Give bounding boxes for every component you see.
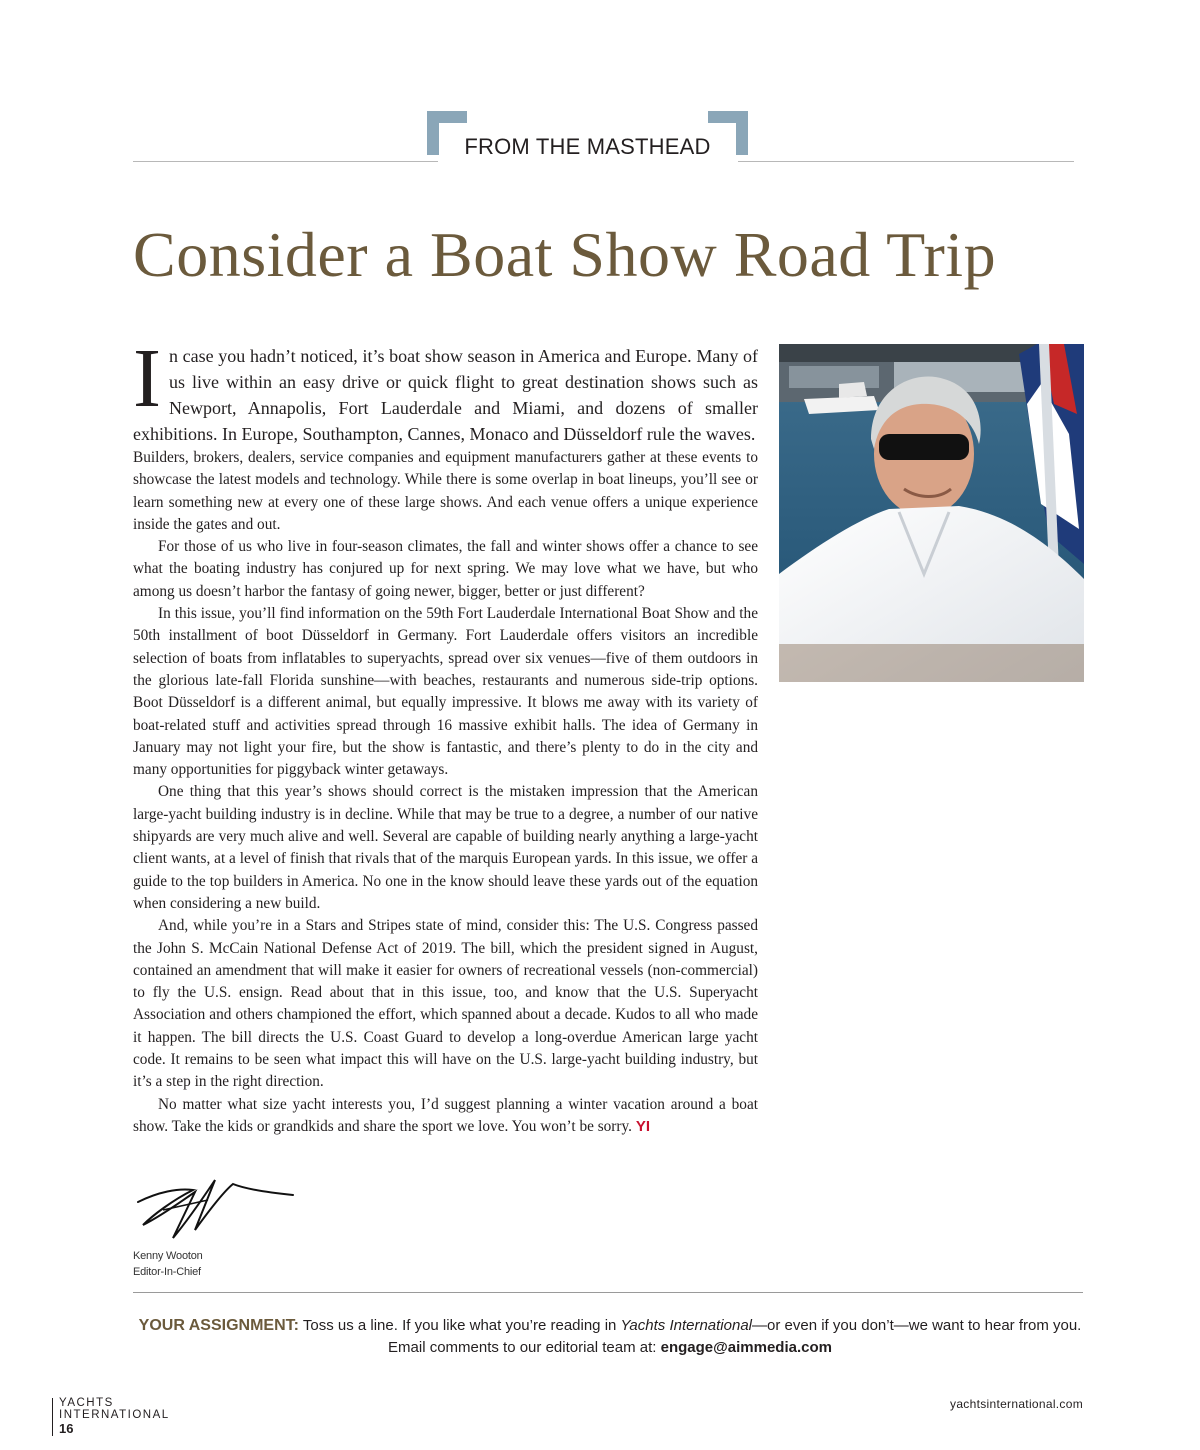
assignment-line-1 xyxy=(100,1315,1120,1337)
email-link[interactable]: engage@aimmedia.com xyxy=(660,1339,832,1356)
closing-text: No matter what size yacht interests you, I’d suggest planning a winter vacation around a boat show. Take the kids or grandkids and share the sport we love. You won’t be sorry. xyxy=(133,1095,758,1135)
section-label: FROM THE MASTHEAD xyxy=(464,134,711,159)
editor-photo xyxy=(779,344,1084,682)
website-link[interactable]: yachtsinternational.com xyxy=(950,1397,1083,1411)
assignment-email-prefix: Email comments to our editorial team at: xyxy=(388,1339,661,1356)
lead-text: n case you hadn’t noticed, it’s boat show season in America and Europe. Many of us live within an easy drive or quick flight to great destination shows such as Newport, Annapolis, Fort Lauderdale and Miami, and dozens of smaller exhibitions. In Europe, Southampton, Cannes, Monaco and Düsseldorf rule the waves. xyxy=(133,346,758,444)
assignment-text-after: —or even if you don’t—we want to hear from you. xyxy=(752,1317,1082,1334)
page-title: Consider a Boat Show Road Trip xyxy=(133,219,997,290)
drop-cap: I xyxy=(133,332,161,425)
article-body xyxy=(133,332,758,1138)
article-lead xyxy=(133,332,758,447)
signature-image xyxy=(133,1170,303,1245)
author-title: Editor-In-Chief xyxy=(133,1266,201,1278)
footer-magazine-name-2: INTERNATIONAL xyxy=(59,1409,170,1421)
article-paragraph: For those of us who live in four-season climates, the fall and winter shows offer a chance to see what the boating industry has conjured up for next spring. We may love what we have, but who among us doesn’t harbor the fantasy of going newer, bigger, better or just different? xyxy=(133,538,758,600)
article-paragraph: And, while you’re in a Stars and Stripes state of mind, consider this: The U.S. Congress passed the John S. McCain National Defense Act of 2019. The bill, which the president signed in August, contained an amendment that will make it easier for owners of recreational vessels (non-commercial) to fly the U.S. ensign. Read about that in this issue, too, and know that the U.S. Superyacht Association and others championed the effort, which spanned about a decade. Kudos to all who made it happen. The bill directs the U.S. Coast Guard to develop a long-overdue American large yacht code. It remains to be seen what impact this will have on the U.S. large-yacht building industry, but it’s a step in the right direction. xyxy=(133,917,758,1091)
assignment-line-2 xyxy=(100,1337,1120,1359)
assignment-label: YOUR ASSIGNMENT: xyxy=(138,1317,299,1334)
author-name: Kenny Wooton xyxy=(133,1250,203,1262)
article-paragraph: Builders, brokers, dealers, service companies and equipment manufacturers gather at these events to showcase the latest models and technology. While there is some overlap in boat lineups, you’ll see or learn something new at every one of these large shows. And each venue offers a unique experience inside the gates and out. xyxy=(133,449,758,533)
assignment-box xyxy=(100,1315,1120,1359)
page-number: 16 xyxy=(59,1421,74,1436)
article-closing xyxy=(133,1094,758,1139)
header-rule-right xyxy=(738,161,1074,162)
header-rule-left xyxy=(133,161,438,162)
article-paragraph: One thing that this year’s shows should correct is the mistaken impression that the American large-yacht building industry is in decline. While that may be true to a degree, a number of our native shipyards are very much alive and well. Several are capable of building nearly anything a large-yacht client wants, at a level of finish that rivals that of the marquis European yards. In this issue, we offer a guide to the top builders in America. No one in the know should leave these yards out of the equation when considering a new build. xyxy=(133,783,758,912)
article-paragraph: In this issue, you’ll find information on the 59th Fort Lauderdale International Boat Show and the 50th installment of boot Düsseldorf in Germany. Fort Lauderdale offers visitors an incredible selection of boats from inflatables to superyachts, spread over six venues—five of them outdoors in the glorious late-fall Florida sunshine—with beaches, restaurants and numerous side-trip options. Boot Düsseldorf is a different animal, but equally impressive. It blows me away with its variety of boat-related stuff and activities spread through 16 massive exhibit halls. The idea of Germany in January may not light your fire, but the show is fantastic, and there’s plenty to do in the city and many opportunities for piggyback winter getaways. xyxy=(133,605,758,779)
assignment-text-before: Toss us a line. If you like what you’re reading in xyxy=(298,1317,621,1334)
assignment-magazine: Yachts International xyxy=(620,1317,753,1334)
end-mark-logo: YI xyxy=(635,1117,650,1135)
divider xyxy=(133,1292,1083,1293)
footer-bar xyxy=(52,1398,53,1436)
footer-magazine-name: YACHTS xyxy=(59,1397,114,1409)
